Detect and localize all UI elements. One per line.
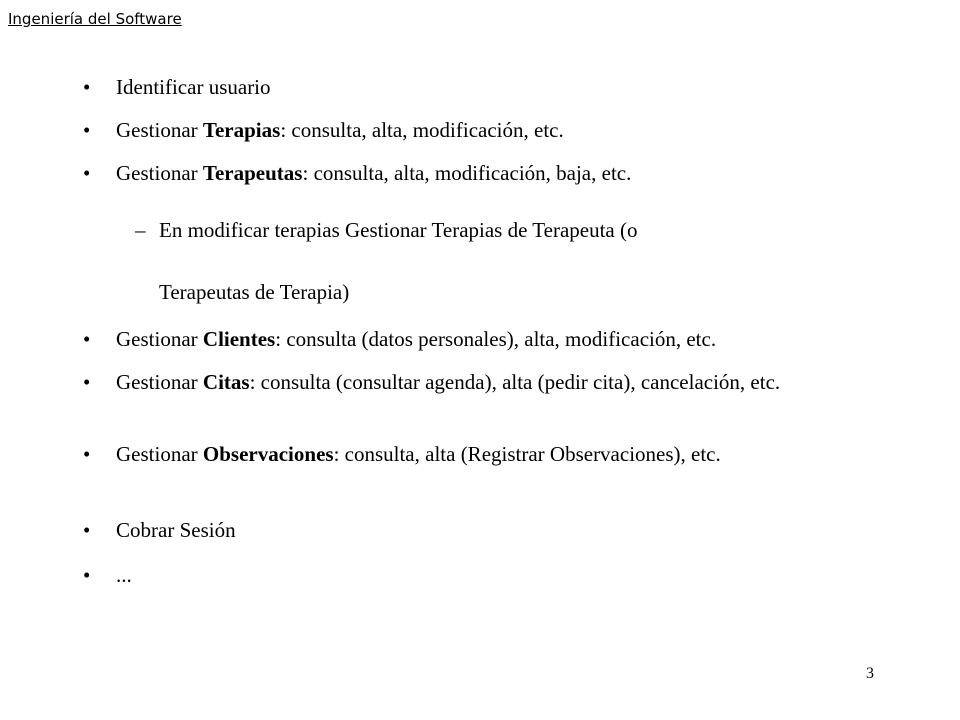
sub-item-text <box>159 216 859 306</box>
list-item-keyword: Terapeutas <box>202 161 303 185</box>
list-item-text: Cobrar Sesión <box>116 518 236 542</box>
list-item-text <box>116 440 846 468</box>
list-item-prefix: Gestionar <box>116 442 203 466</box>
bullet-icon: • <box>83 75 91 99</box>
bullet-icon: • <box>83 518 91 542</box>
list-item-prefix: Gestionar <box>116 327 203 351</box>
list-item-keyword: Terapias <box>202 118 281 142</box>
bullet-icon: • <box>83 442 91 466</box>
bullet-icon: • <box>83 161 91 185</box>
list-item-keyword: Clientes <box>202 327 276 351</box>
sub-item-line-2: Terapeutas de Terapia) <box>159 280 350 304</box>
bullet-icon: • <box>83 370 91 394</box>
list-item-text <box>116 325 876 353</box>
list-item-prefix: Gestionar <box>116 370 203 394</box>
bullet-icon: • <box>83 327 91 351</box>
list-item-text <box>116 159 876 187</box>
list-item-text <box>116 116 876 144</box>
list-item-suffix: : consulta, alta, modificación, baja, etc. <box>302 161 632 185</box>
sub-item-line-1: En modificar terapias Gestionar Terapias de Terapeuta (o <box>159 218 638 242</box>
list-item-suffix: : consulta (datos personales), alta, modificación, etc. <box>275 327 717 351</box>
list-item-suffix: : consulta, alta (Registrar Observaciones), etc. <box>333 442 721 466</box>
page-number: 3 <box>866 665 874 682</box>
bullet-icon: • <box>83 563 91 587</box>
bullet-icon: • <box>83 118 91 142</box>
list-item-suffix: : consulta, alta, modificación, etc. <box>280 118 564 142</box>
list-item-keyword: Citas <box>202 370 250 394</box>
list-item-text <box>116 368 816 396</box>
header-title: Ingeniería del Software <box>8 10 182 28</box>
list-item-prefix: Gestionar <box>116 161 203 185</box>
list-item-suffix: : consulta (consultar agenda), alta (pedir cita), cancelación, etc. <box>249 370 781 394</box>
list-item-prefix: Gestionar <box>116 118 203 142</box>
dash-icon: – <box>135 218 146 242</box>
list-item-text: Identificar usuario <box>116 75 271 99</box>
list-item-text: ... <box>116 563 132 587</box>
list-item-keyword: Observaciones <box>202 442 334 466</box>
